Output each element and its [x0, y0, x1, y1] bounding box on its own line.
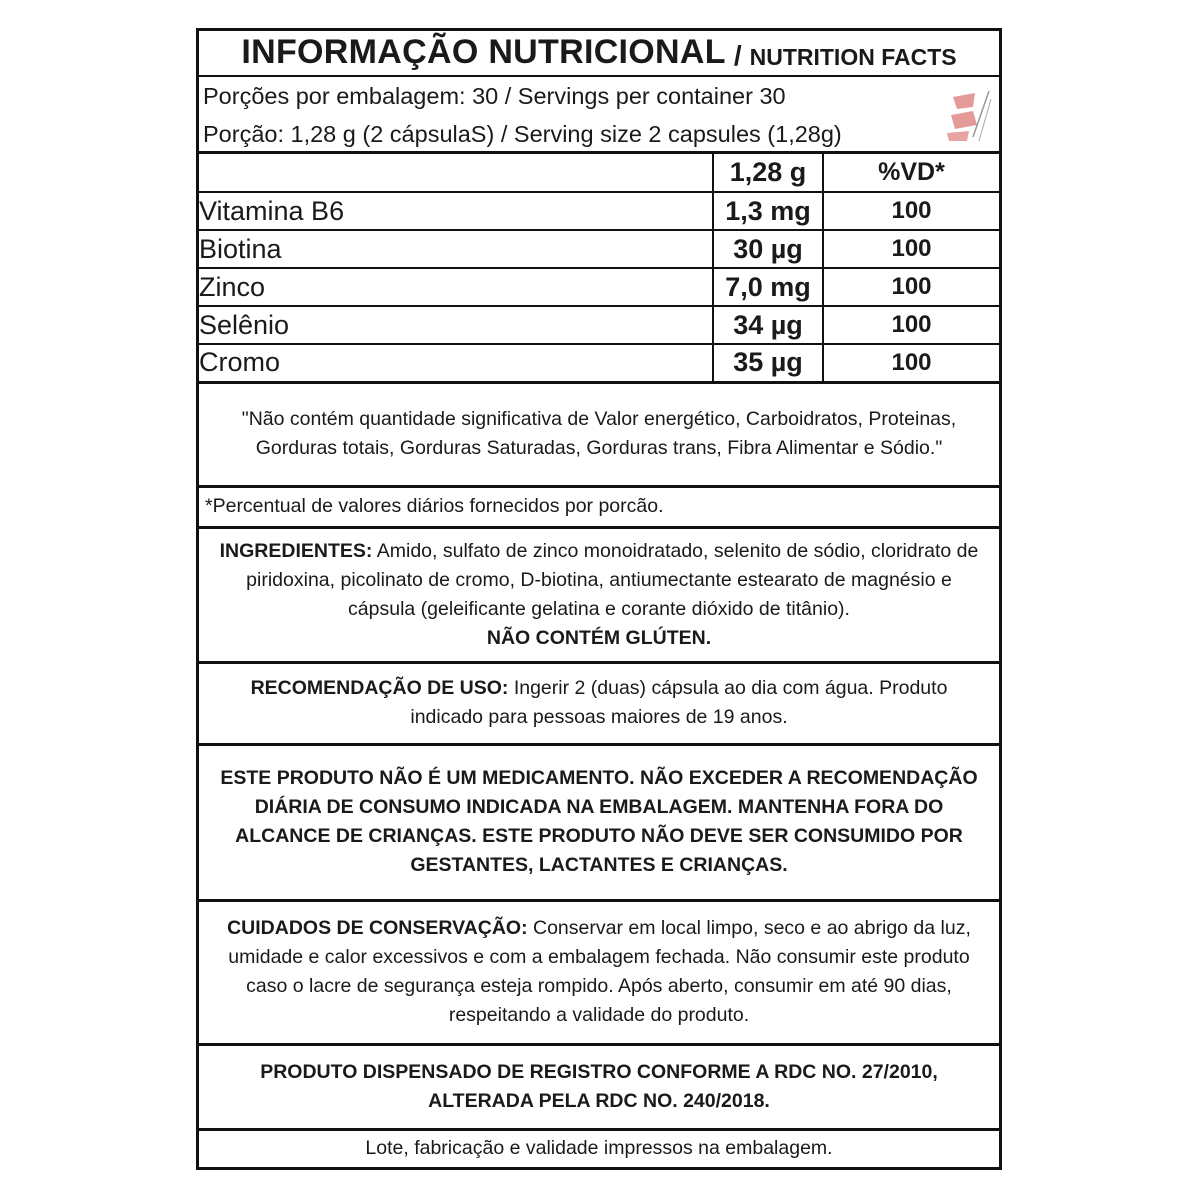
usage-section	[199, 664, 999, 746]
brand-logo-icon	[943, 85, 993, 145]
nutrient-amount: 7,0 mg	[713, 268, 823, 306]
lot-text: Lote, fabricação e validade impressos na embalagem.	[365, 1137, 833, 1159]
table-header-empty	[199, 154, 713, 192]
ingredients-text: Amido, sulfato de zinco monoidratado, selenito de sódio, cloridrato de	[372, 539, 979, 562]
storage-label: CUIDADOS DE CONSERVAÇÃO:	[227, 917, 528, 939]
warning-text: ALCANCE DE CRIANÇAS. ESTE PRODUTO NÃO DEVE SER CONSUMIDO POR	[235, 825, 963, 847]
ingredients-section	[199, 529, 999, 664]
title-main: INFORMAÇÃO NUTRICIONAL	[241, 33, 726, 71]
usage-text: indicado para pessoas maiores de 19 anos.	[410, 706, 788, 728]
title-sub: NUTRITION FACTS	[749, 44, 957, 70]
serving-size: Porção: 1,28 g (2 cápsulaS) / Serving size 2 capsules (1,28g)	[203, 121, 842, 147]
nutrient-amount: 34 µg	[713, 306, 823, 344]
nutrient-dv: 100	[823, 344, 999, 382]
label-title	[199, 31, 999, 77]
nutrient-amount: 1,3 mg	[713, 192, 823, 230]
nutrient-dv: 100	[823, 306, 999, 344]
table-row	[199, 230, 999, 268]
table-row	[199, 268, 999, 306]
storage-section	[199, 902, 999, 1046]
nutrient-amount: 35 µg	[713, 344, 823, 382]
daily-value-text: *Percentual de valores diários fornecidos por porcão.	[205, 495, 664, 517]
nutrient-amount: 30 µg	[713, 230, 823, 268]
usage-text: Ingerir 2 (duas) cápsula ao dia com água. Produto	[508, 677, 948, 699]
ingredients-text: piridoxina, picolinato de cromo, D-biotina, antiumectante estearato de magnésio e	[246, 568, 952, 591]
not-significant-line: "Não contém quantidade significativa de Valor energético, Carboidratos, Proteinas,	[241, 408, 957, 430]
title-separator: /	[733, 40, 742, 71]
registration-text: PRODUTO DISPENSADO DE REGISTRO CONFORME A RDC NO. 27/2010,	[260, 1060, 938, 1083]
storage-text: respeitando a validade do produto.	[448, 1004, 750, 1026]
not-significant-note	[199, 384, 999, 488]
table-row	[199, 306, 999, 344]
table-row	[199, 192, 999, 230]
table-header-row	[199, 154, 999, 192]
nutrition-label	[196, 28, 1002, 1170]
daily-value-note	[199, 488, 999, 529]
usage-label: RECOMENDAÇÃO DE USO:	[250, 677, 509, 699]
nutrient-name: Cromo	[199, 344, 713, 382]
nutrient-dv: 100	[823, 268, 999, 306]
storage-text: caso o lacre de segurança esteja rompido. Após aberto, consumir em até 90 dias,	[246, 975, 952, 997]
nutrient-name: Zinco	[199, 268, 713, 306]
registration-text: ALTERADA PELA RDC NO. 240/2018.	[428, 1089, 770, 1112]
lot-section	[199, 1131, 999, 1167]
header-amount: 1,28 g	[713, 154, 823, 192]
warning-text: DIÁRIA DE CONSUMO INDICADA NA EMBALAGEM. MANTENHA FORA DO	[254, 796, 944, 818]
nutrient-name: Biotina	[199, 230, 713, 268]
header-daily-value: %VD*	[823, 154, 999, 192]
nutrient-name: Vitamina B6	[199, 192, 713, 230]
table-row	[199, 344, 999, 382]
servings-per-container: Porções por embalagem: 30 / Servings per container 30	[203, 83, 786, 109]
ingredients-text: cápsula (geleificante gelatina e corante dióxido de titânio).	[348, 597, 850, 620]
storage-text: umidade e calor excessivos e com a embalagem fechada. Não consumir este produto	[228, 946, 970, 968]
not-significant-line: Gorduras totais, Gorduras Saturadas, Gorduras trans, Fibra Alimentar e Sódio."	[255, 437, 943, 459]
nutrient-name: Selênio	[199, 306, 713, 344]
gluten-statement: NÃO CONTÉM GLÚTEN.	[486, 626, 712, 649]
nutrition-table	[199, 154, 999, 384]
registration-section	[199, 1046, 999, 1131]
warning-text: GESTANTES, LACTANTES E CRIANÇAS.	[410, 854, 788, 876]
nutrient-dv: 100	[823, 192, 999, 230]
serving-info	[199, 77, 999, 154]
warning-text: ESTE PRODUTO NÃO É UM MEDICAMENTO. NÃO EXCEDER A RECOMENDAÇÃO	[220, 767, 978, 789]
nutrient-dv: 100	[823, 230, 999, 268]
storage-text: Conservar em local limpo, seco e ao abrigo da luz,	[527, 917, 971, 939]
warning-section	[199, 746, 999, 902]
ingredients-label: INGREDIENTES:	[219, 539, 373, 562]
